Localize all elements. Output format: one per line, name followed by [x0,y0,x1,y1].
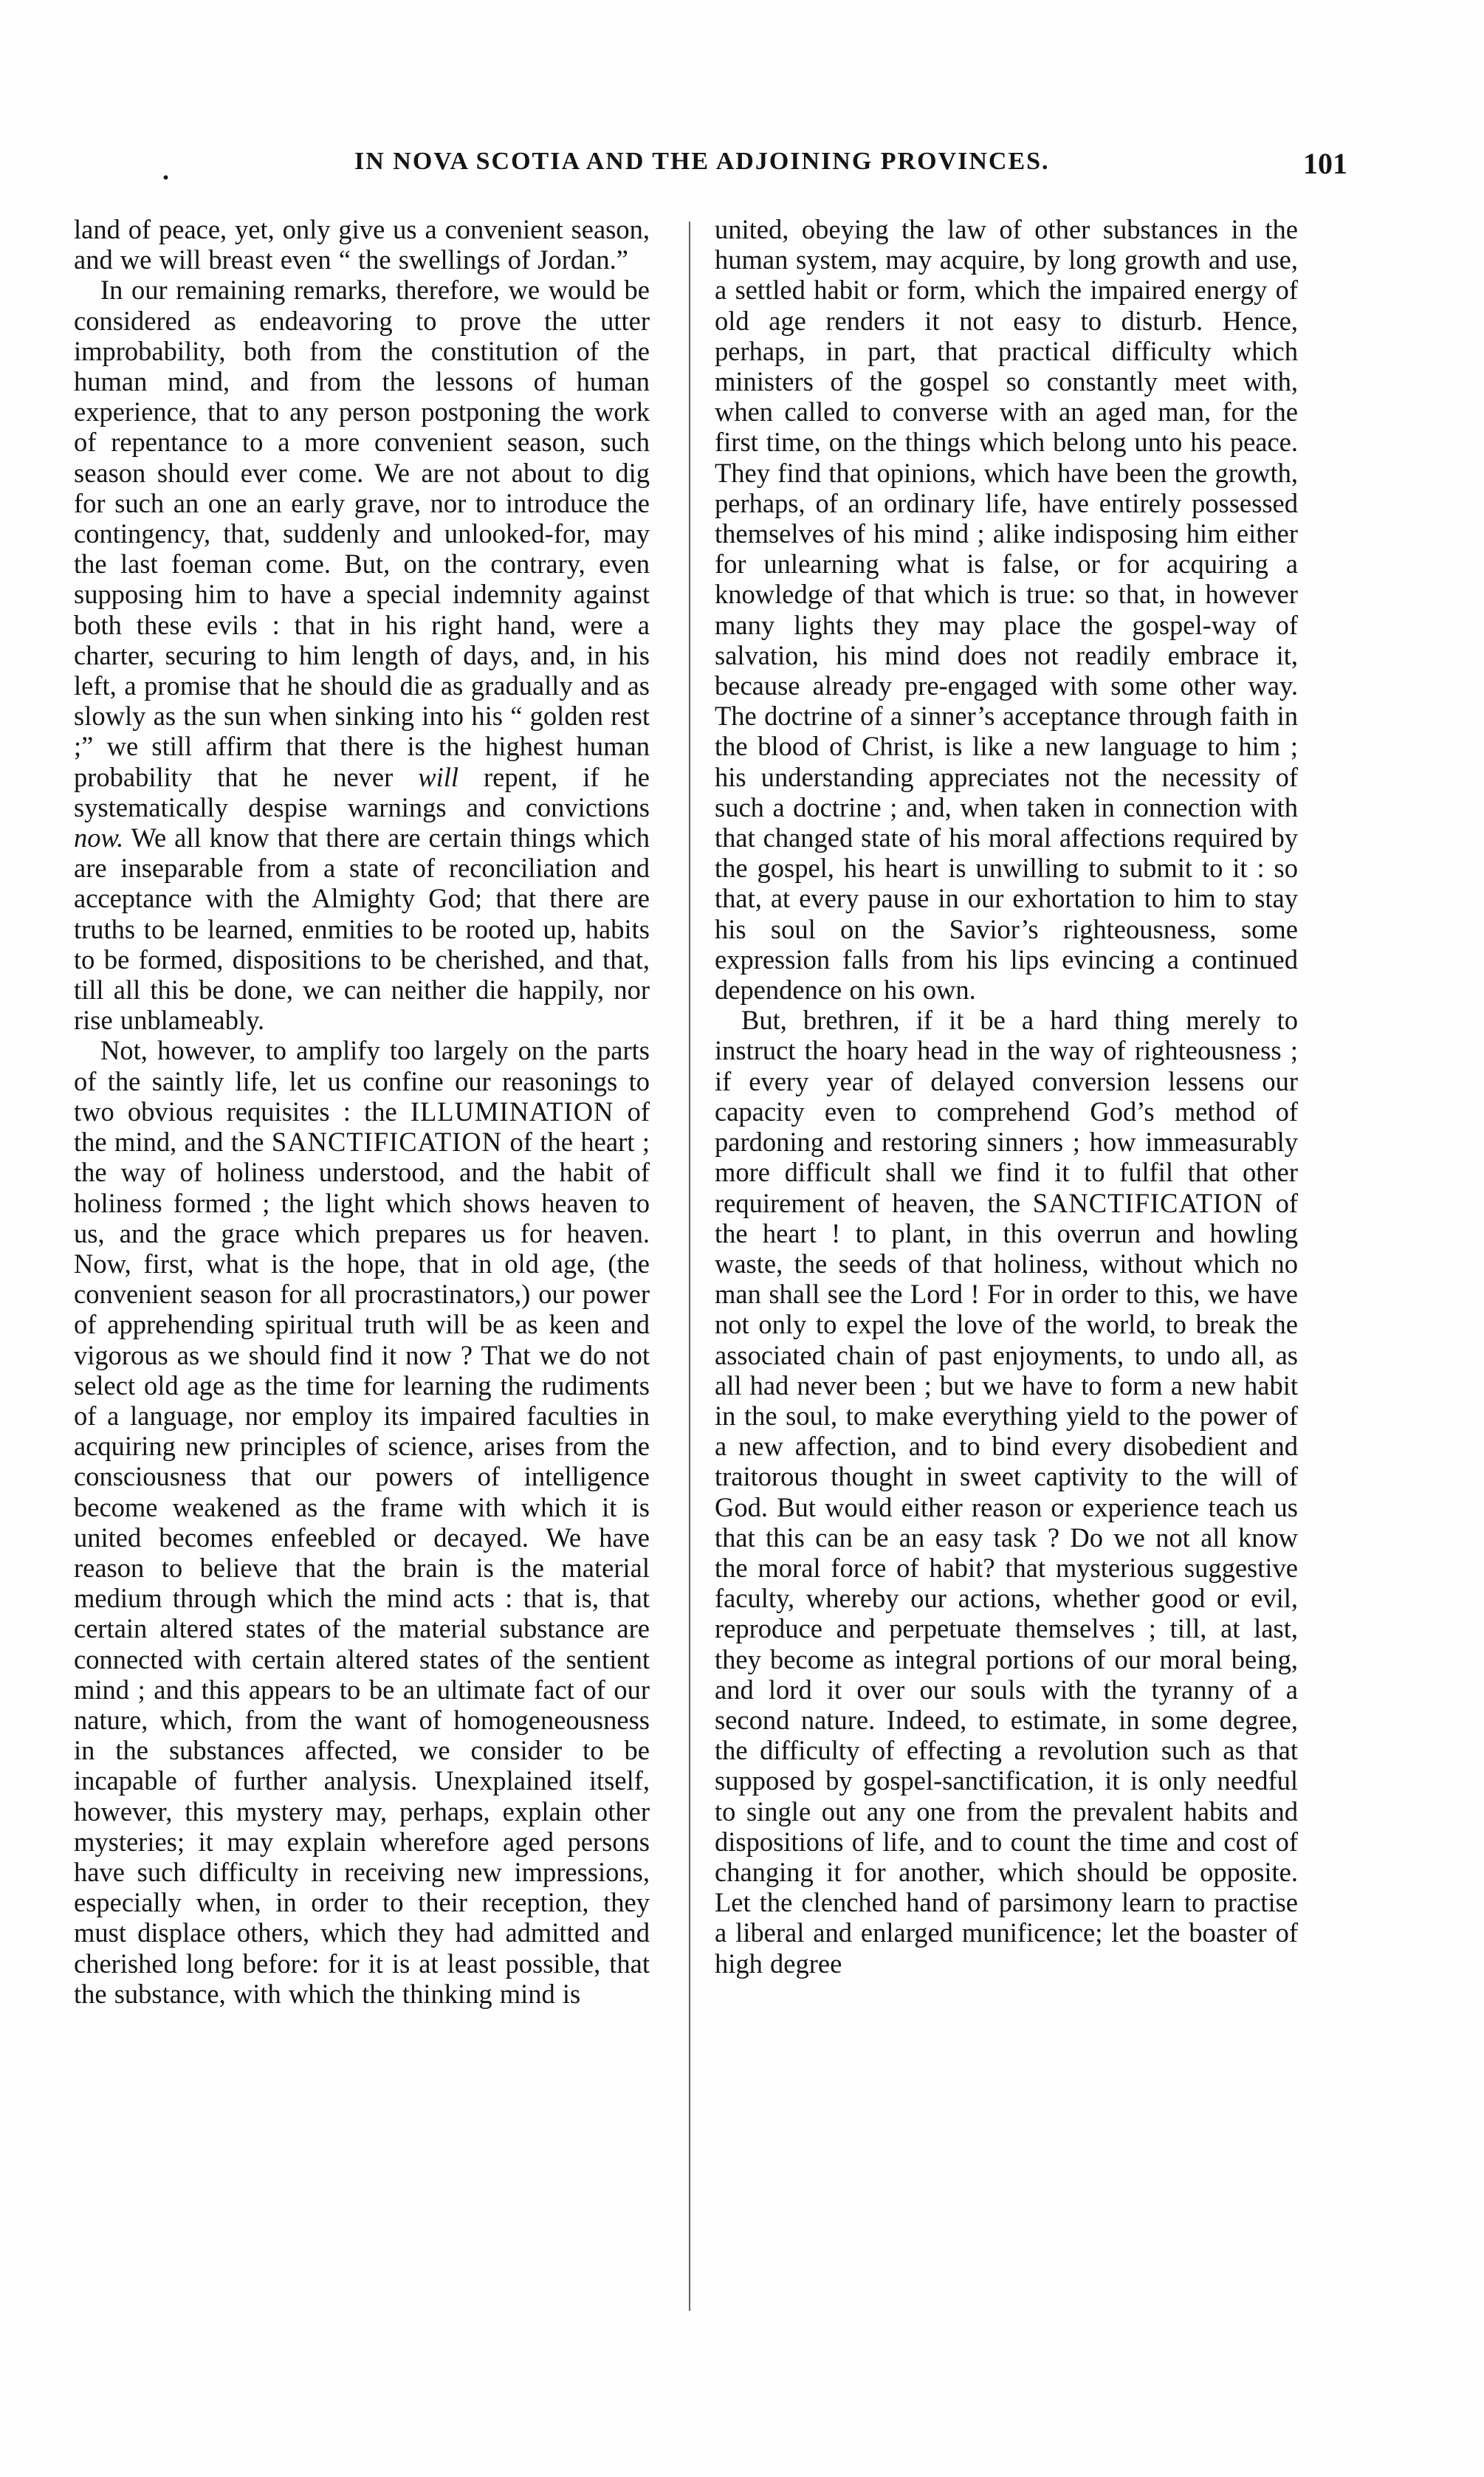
running-title: IN NOVA SCOTIA AND THE ADJOINING PROVINCES. [354,148,1050,175]
left-p2-text-b: repent, if he systematically despise warnings and convictions [74,761,650,822]
left-p2-text-c: We all know that there are certain things which are inseparable from a state of reconciliation and acceptance with the Almighty God; that there are truths to be learned, enmities to be rooted up, habits to be formed, dispositions to be cherished, and that, till all this be done, we can neither die happily, nor rise unblameably. [74,822,650,1036]
left-p3-text-c: of the heart ; the way of holiness understood, and the habit of holiness formed ; the light which shows heaven to us, and the grace which prepares us for heaven. Now, first, what is the hope, that in old age, (the convenient season for all procrastinators,) our power of apprehending spiritual truth will be as keen and vigorous as we should find it now ? That we do not select old age as the time for learning the rudiments of a language, nor employ its impaired faculties in acquiring new principles of science, arises from the consciousness that our powers of intelligence become weakened as the frame with which it is united becomes enfeebled or decayed. We have reason to believe that the brain is the material medium through which the mind acts : that is, that certain altered states of the material substance are connected with certain altered states of the sentient mind ; and this appears to be an ultimate fact of our nature, which, from the want of homogeneousness in the substances affected, we consider to be incapable of further analysis. Unexplained itself, however, this mystery may, perhaps, explain other mysteries; it may explain wherefore aged persons have such difficulty in receiving new impressions, especially when, in order to their reception, they must displace others, which they had admitted and cherished long before: for it is at least possible, that the substance, with which the thinking mind is [74,1127,650,2009]
left-paragraph-1: land of peace, yet, only give us a convenient season, and we will breast even “ the swellings of Jordan.” [74,214,650,275]
left-p2-emphasis-now: now. [74,822,124,853]
right-p2-text-a: But, brethren, if it be a hard thing merely to instruct the hoary head in the way of righteousness ; if every year of delayed conversion lessens our capacity even to comprehend God’s method of pardoning and restoring sinners ; how immeasurably more difficult shall we find it to fulfil that other requirement of heaven, the [715,1005,1298,1218]
header-dot: . [162,156,169,185]
left-p2-text-a: In our remaining remarks, therefore, we would be considered as endeavoring to prove the utter improbability, both from the constitution of the human mind, and from the lessons of human experience, that to any person postponing the work of repentance to a more convenient season, such season should ever come. We are not about to dig for such an one an early grave, nor to introduce the contingency, that, suddenly and unlooked-for, may the last foeman come. But, on the contrary, even supposing him to have a special indemnity against both these evils : that in his right hand, were a charter, securing to him length of days, and, in his left, a promise that he should die as gradually and as slowly as the sun when sinking into his “ golden rest ;” we still affirm that there is the highest human probability that he never [74,275,650,792]
right-paragraph-2 [715,1005,1298,1979]
right-p2-text-b: of the heart ! to plant, in this overrun and howling waste, the seeds of that holiness, without which no man shall see the Lord ! For in order to this, we have not only to expel the love of the world, to break the associated chain of past enjoyments, to undo all, as all had never been ; but we have to form a new habit in the soul, to make everything yield to the power of a new affection, and to bind every disobedient and traitorous thought in sweet captivity to the will of God. But would either reason or experience teach us that this can be an easy task ? Do we not all know the moral force of habit? that mysterious suggestive faculty, whereby our actions, whether good or evil, reproduce and perpetuate themselves ; till, at last, they become as integral portions of our moral being, and lord it over our souls with the tyranny of a second nature. Indeed, to estimate, in some degree, the difficulty of effecting a revolution such as that supposed by gospel-sanctification, it is only needful to single out any one from the prevalent habits and dispositions of life, and to count the time and cost of changing it for another, which should be opposite. Let the clenched hand of parsimony learn to practise a liberal and enlarged munificence; let the boaster of high degree [715,1187,1298,1979]
left-p3-text-b: of the mind, and the [74,1096,650,1158]
left-p3-text-a: Not, however, to amplify too largely on the parts of the saintly life, let us confine our reasonings to two obvious requisites : the [74,1035,650,1127]
page-number: 101 [1303,147,1347,180]
left-p3-illumination: ILLUMINATION [410,1096,614,1127]
right-column [715,214,1298,1979]
column-divider [689,221,690,2311]
left-p2-emphasis-will: will [418,761,459,792]
left-p3-sanctification: SANCTIFICATION [271,1127,503,1158]
left-paragraph-2 [74,275,650,1035]
page-header [155,146,1347,190]
right-p2-sanctification: SANCTIFICATION [1032,1187,1263,1218]
left-paragraph-3 [74,1035,650,2009]
right-paragraph-1: united, obeying the law of other substances in the human system, may acquire, by long growth and use, a settled habit or form, which the impaired energy of old age renders it not easy to disturb. Hence, perhaps, in part, that practical difficulty which ministers of the gospel so constantly meet with, when called to converse with an aged man, for the first time, on the things which belong unto his peace. They find that opinions, which have been the growth, perhaps, of an ordinary life, have entirely possessed themselves of his mind ; alike indisposing him either for unlearning what is false, or for acquiring a knowledge of that which is true: so that, in however many lights they may place the gospel-way of salvation, his mind does not readily embrace it, because already pre-engaged with some other way. The doctrine of a sinner’s acceptance through faith in the blood of Christ, is like a new language to him ; his understanding appreciates not the necessity of such a doctrine ; and, when taken in connection with that changed state of his moral affections required by the gospel, his heart is unwilling to submit to it : so that, at every pause in our exhortation to him to stay his soul on the Savior’s righteousness, some expression falls from his lips evincing a continued dependence on his own. [715,214,1298,1006]
left-column [74,214,650,2009]
